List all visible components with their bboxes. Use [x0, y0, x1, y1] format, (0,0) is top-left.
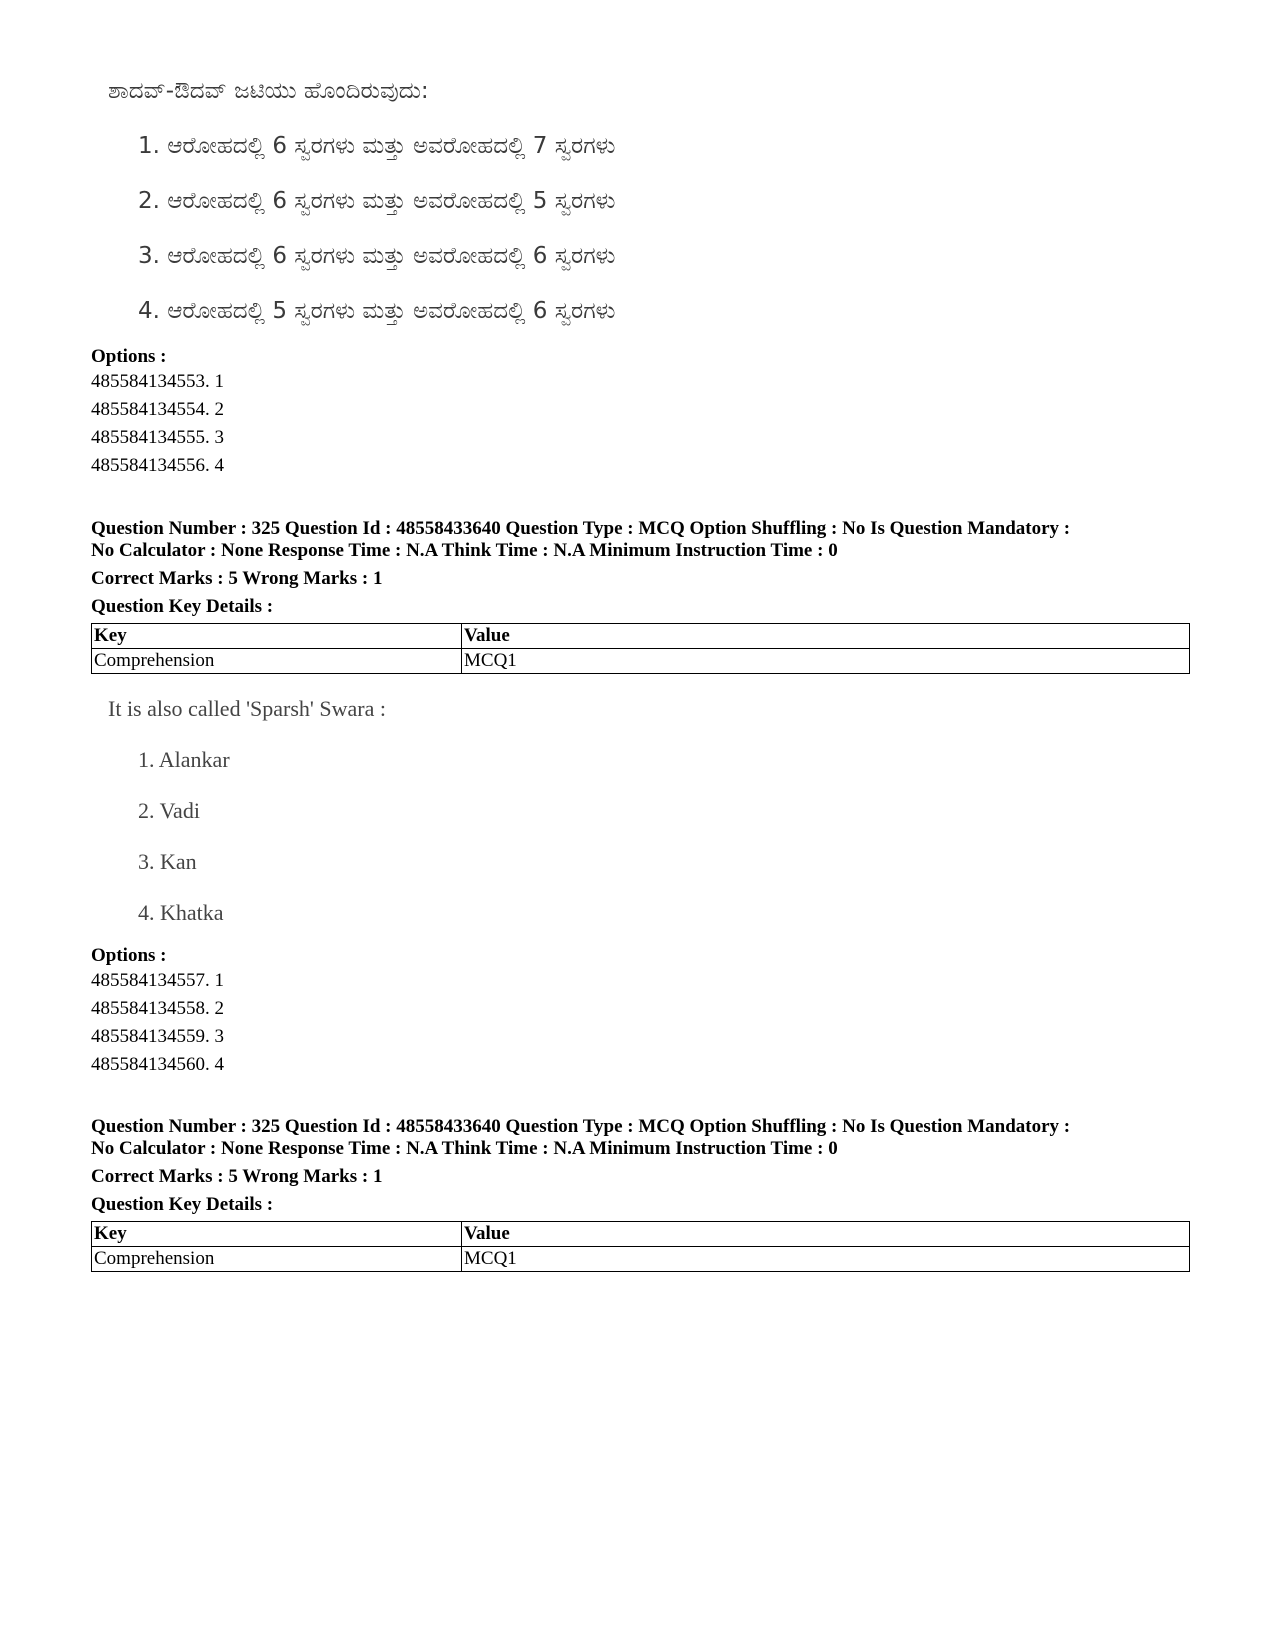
- table-header-row: [92, 624, 1190, 649]
- option-line: 485584134555. 3: [91, 427, 224, 448]
- question-1-choice-2: 2. ಆರೋಹದಲ್ಲಿ 6 ಸ್ವರಗಳು ಮತ್ತು ಅವರೋಹದಲ್ಲಿ 5 ಸ್ವರಗಳು: [138, 188, 616, 214]
- question-1-choice-1: 1. ಆರೋಹದಲ್ಲಿ 6 ಸ್ವರಗಳು ಮತ್ತು ಅವರೋಹದಲ್ಲಿ 7 ಸ್ವರಗಳು: [138, 133, 616, 159]
- metadata-line-1: Question Number : 325 Question Id : 48558433640 Question Type : MCQ Option Shuffling : No Is Question Mandatory :: [91, 1116, 1071, 1137]
- options-section-2: [91, 945, 224, 1079]
- options-label: Options :: [91, 346, 167, 367]
- table-row: [92, 1247, 1190, 1272]
- table-header-value: Value: [462, 1222, 1190, 1247]
- option-line: 485584134558. 2: [91, 998, 224, 1019]
- key-details-table: [91, 1221, 1190, 1272]
- marks-line: Correct Marks : 5 Wrong Marks : 1: [91, 1166, 383, 1187]
- option-line: 485584134554. 2: [91, 399, 224, 420]
- question-metadata-2: [91, 1116, 1070, 1160]
- key-details-label: Question Key Details :: [91, 1194, 274, 1215]
- key-details-table: [91, 623, 1190, 674]
- question-metadata-1: [91, 518, 1070, 562]
- table-header-row: [92, 1222, 1190, 1247]
- question-1-choice-3: 3. ಆರೋಹದಲ್ಲಿ 6 ಸ್ವರಗಳು ಮತ್ತು ಅವರೋಹದಲ್ಲಿ 6 ಸ್ವರಗಳು: [138, 243, 616, 269]
- metadata-line-1: Question Number : 325 Question Id : 48558433640 Question Type : MCQ Option Shuffling : No Is Question Mandatory :: [91, 518, 1071, 539]
- key-details-label: Question Key Details :: [91, 596, 274, 617]
- question-2-choice-3: 3. Kan: [138, 849, 197, 874]
- options-label: Options :: [91, 945, 167, 966]
- table-header-key: Key: [92, 624, 462, 649]
- question-2-choice-1: 1. Alankar: [138, 747, 230, 772]
- option-line: 485584134557. 1: [91, 970, 224, 991]
- question-2-choice-2: 2. Vadi: [138, 798, 200, 823]
- table-cell-key: Comprehension: [92, 1247, 462, 1272]
- marks-line: Correct Marks : 5 Wrong Marks : 1: [91, 568, 383, 589]
- question-2-choice-4: 4. Khatka: [138, 900, 224, 925]
- option-line: 485584134556. 4: [91, 455, 224, 476]
- question-1-text: ಶಾದವ್-ಔದವ್ ಜಟಿಯು ಹೊಂದಿರುವುದು:: [108, 78, 429, 104]
- option-line: 485584134559. 3: [91, 1026, 224, 1047]
- metadata-line-2: No Calculator : None Response Time : N.A Think Time : N.A Minimum Instruction Time : 0: [91, 1138, 838, 1159]
- metadata-line-2: No Calculator : None Response Time : N.A Think Time : N.A Minimum Instruction Time : 0: [91, 540, 838, 561]
- table-cell-value: MCQ1: [462, 649, 1190, 674]
- option-line: 485584134553. 1: [91, 371, 224, 392]
- question-2-text: It is also called 'Sparsh' Swara :: [108, 696, 386, 721]
- table-header-value: Value: [462, 624, 1190, 649]
- table-cell-key: Comprehension: [92, 649, 462, 674]
- option-line: 485584134560. 4: [91, 1054, 224, 1075]
- table-header-key: Key: [92, 1222, 462, 1247]
- table-row: [92, 649, 1190, 674]
- table-cell-value: MCQ1: [462, 1247, 1190, 1272]
- question-1-choice-4: 4. ಆರೋಹದಲ್ಲಿ 5 ಸ್ವರಗಳು ಮತ್ತು ಅವರೋಹದಲ್ಲಿ 6 ಸ್ವರಗಳು: [138, 298, 616, 324]
- options-section-1: [91, 346, 224, 480]
